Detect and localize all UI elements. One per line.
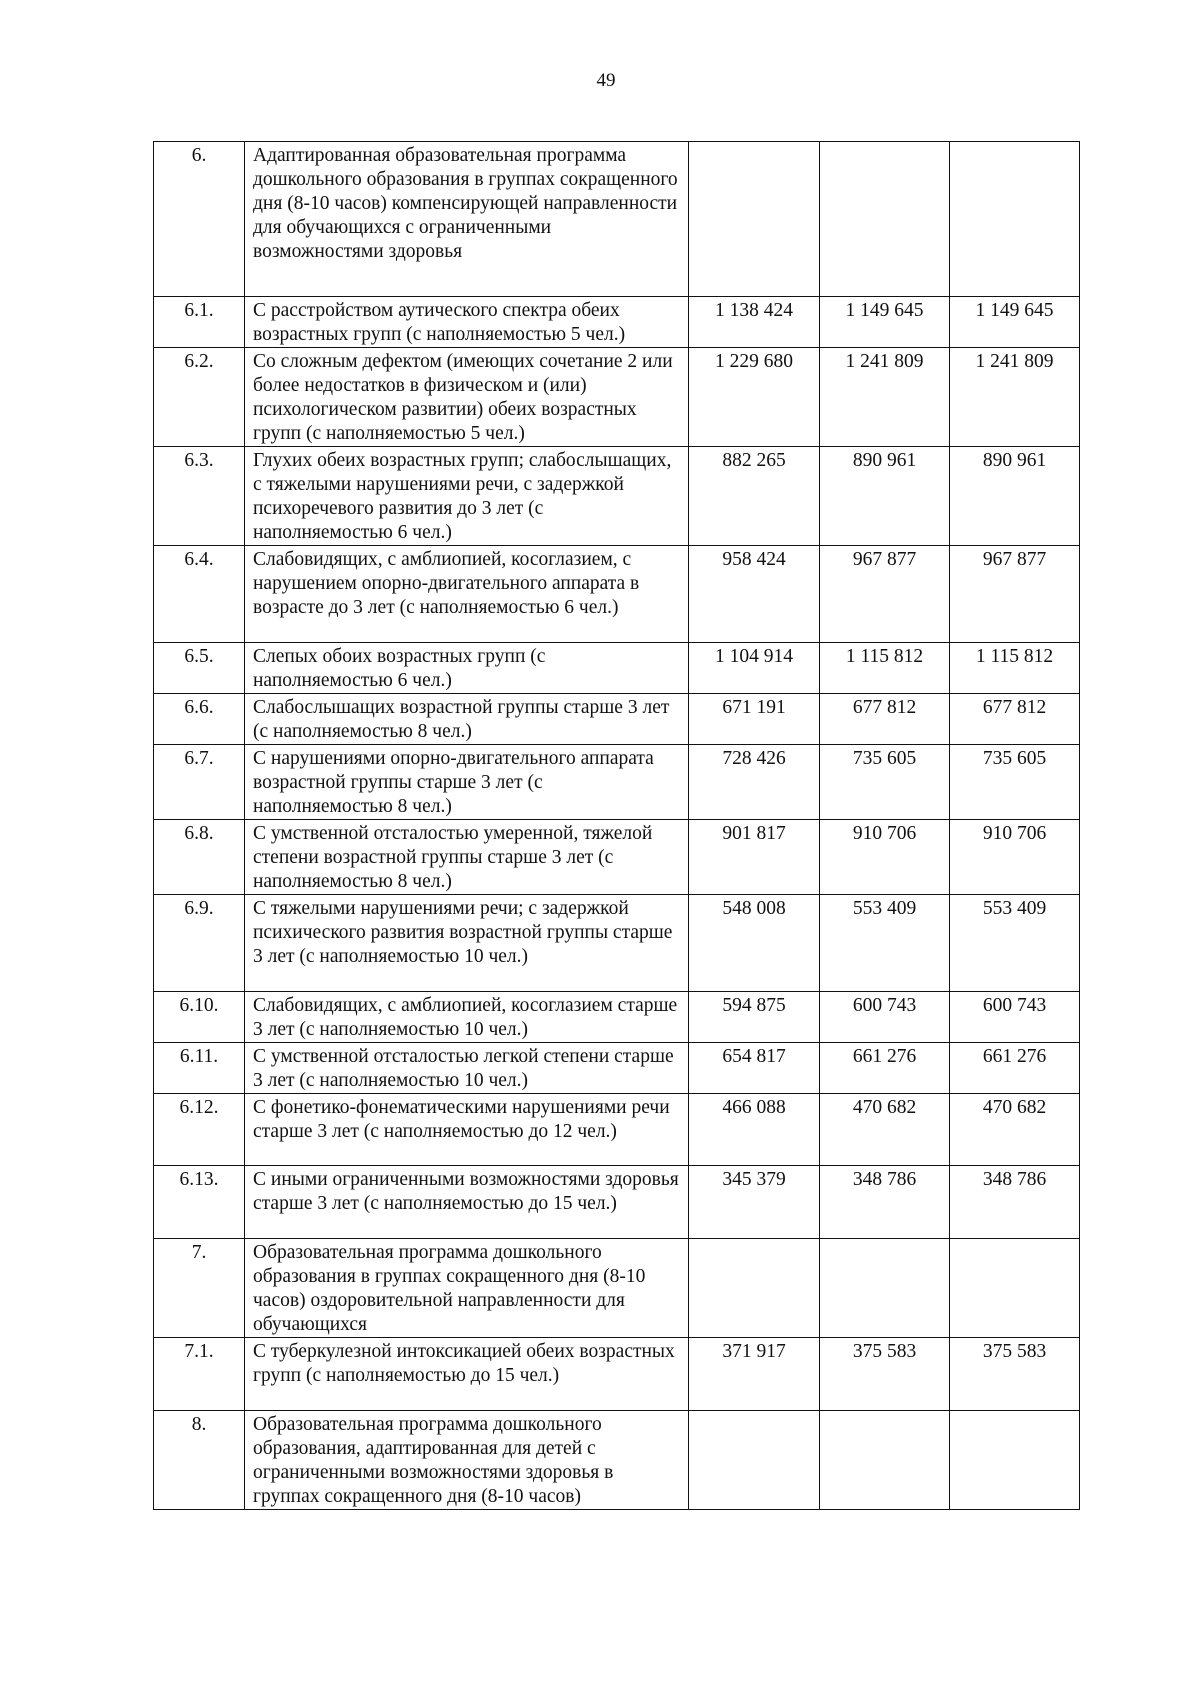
row-number-cell: 6.6. — [154, 694, 245, 745]
row-value-1-cell: 882 265 — [689, 447, 820, 546]
row-number-cell: 6.13. — [154, 1166, 245, 1239]
table-row — [154, 992, 1080, 1043]
table-row — [154, 142, 1080, 297]
row-value-1-cell — [689, 142, 820, 297]
row-description-cell: С умственной отсталостью легкой степени старше 3 лет (с наполняемостью 10 чел.) — [245, 1043, 689, 1094]
row-description-cell: С нарушениями опорно-двигательного аппарата возрастной группы старше 3 лет (с наполняемостью 8 чел.) — [245, 745, 689, 820]
row-value-2-cell: 1 115 812 — [820, 643, 950, 694]
row-value-3-cell: 735 605 — [950, 745, 1080, 820]
row-number-cell: 6.12. — [154, 1094, 245, 1166]
table-row — [154, 1338, 1080, 1411]
row-value-1-cell — [689, 1411, 820, 1510]
row-value-3-cell: 1 241 809 — [950, 348, 1080, 447]
row-value-2-cell: 553 409 — [820, 895, 950, 992]
row-value-3-cell: 1 149 645 — [950, 297, 1080, 348]
table-row — [154, 694, 1080, 745]
row-number-cell: 6.7. — [154, 745, 245, 820]
row-description-cell: Адаптированная образовательная программа дошкольного образования в группах сокращенного дня (8-10 часов) компенсирующей направленности для обучающихся с ограниченными возможностями здоровья — [245, 142, 689, 297]
table-row — [154, 820, 1080, 895]
row-number-cell: 6.3. — [154, 447, 245, 546]
row-value-2-cell — [820, 1239, 950, 1338]
row-value-2-cell — [820, 1411, 950, 1510]
row-value-2-cell: 967 877 — [820, 546, 950, 643]
row-value-1-cell: 901 817 — [689, 820, 820, 895]
table-row — [154, 895, 1080, 992]
row-value-3-cell: 1 115 812 — [950, 643, 1080, 694]
row-number-cell: 7. — [154, 1239, 245, 1338]
table-row — [154, 643, 1080, 694]
table-row — [154, 546, 1080, 643]
row-number-cell: 6. — [154, 142, 245, 297]
row-number-cell: 6.2. — [154, 348, 245, 447]
row-number-cell: 6.4. — [154, 546, 245, 643]
row-value-1-cell: 728 426 — [689, 745, 820, 820]
row-value-1-cell — [689, 1239, 820, 1338]
row-value-1-cell: 466 088 — [689, 1094, 820, 1166]
row-description-cell: Слабовидящих, с амблиопией, косоглазием, с нарушением опорно-двигательного аппарата в возрасте до 3 лет (с наполняемостью 6 чел.) — [245, 546, 689, 643]
row-value-1-cell: 1 138 424 — [689, 297, 820, 348]
row-value-2-cell: 600 743 — [820, 992, 950, 1043]
row-value-2-cell: 661 276 — [820, 1043, 950, 1094]
table-row — [154, 348, 1080, 447]
table-row — [154, 1166, 1080, 1239]
tariff-table — [153, 141, 1080, 1510]
row-value-1-cell: 671 191 — [689, 694, 820, 745]
row-description-cell: С умственной отсталостью умеренной, тяжелой степени возрастной группы старше 3 лет (с наполняемостью 8 чел.) — [245, 820, 689, 895]
row-value-2-cell: 910 706 — [820, 820, 950, 895]
row-description-cell: Образовательная программа дошкольного образования, адаптированная для детей с ограниченными возможностями здоровья в группах сокращенного дня (8-10 часов) — [245, 1411, 689, 1510]
row-value-1-cell: 371 917 — [689, 1338, 820, 1411]
row-number-cell: 6.5. — [154, 643, 245, 694]
row-description-cell: С тяжелыми нарушениями речи; с задержкой психического развития возрастной группы старше 3 лет (с наполняемостью 10 чел.) — [245, 895, 689, 992]
row-value-3-cell: 348 786 — [950, 1166, 1080, 1239]
row-number-cell: 6.9. — [154, 895, 245, 992]
row-value-3-cell — [950, 1411, 1080, 1510]
row-description-cell: С фонетико-фонематическими нарушениями речи старше 3 лет (с наполняемостью до 12 чел.) — [245, 1094, 689, 1166]
row-description-cell: С туберкулезной интоксикацией обеих возрастных групп (с наполняемостью до 15 чел.) — [245, 1338, 689, 1411]
row-value-2-cell: 470 682 — [820, 1094, 950, 1166]
row-value-3-cell: 967 877 — [950, 546, 1080, 643]
page-number: 49 — [596, 70, 616, 91]
row-description-cell: Образовательная программа дошкольного образования в группах сокращенного дня (8-10 часов) оздоровительной направленности для обучающихся — [245, 1239, 689, 1338]
row-number-cell: 6.8. — [154, 820, 245, 895]
table-body — [154, 142, 1080, 1510]
row-value-1-cell: 1 229 680 — [689, 348, 820, 447]
row-value-1-cell: 654 817 — [689, 1043, 820, 1094]
row-description-cell: Глухих обеих возрастных групп; слабослышащих, с тяжелыми нарушениями речи, с задержкой психоречевого развития до 3 лет (с наполняемостью 6 чел.) — [245, 447, 689, 546]
row-number-cell: 6.1. — [154, 297, 245, 348]
row-description-cell: Слепых обоих возрастных групп (с наполняемостью 6 чел.) — [245, 643, 689, 694]
row-value-2-cell: 1 149 645 — [820, 297, 950, 348]
table-row — [154, 1043, 1080, 1094]
row-value-2-cell: 890 961 — [820, 447, 950, 546]
table-row — [154, 1239, 1080, 1338]
row-number-cell: 6.10. — [154, 992, 245, 1043]
row-value-2-cell: 375 583 — [820, 1338, 950, 1411]
row-value-2-cell — [820, 142, 950, 297]
table-row — [154, 297, 1080, 348]
row-value-3-cell: 661 276 — [950, 1043, 1080, 1094]
table-row — [154, 1411, 1080, 1510]
row-value-1-cell: 958 424 — [689, 546, 820, 643]
row-value-3-cell: 553 409 — [950, 895, 1080, 992]
row-value-1-cell: 594 875 — [689, 992, 820, 1043]
row-value-3-cell — [950, 1239, 1080, 1338]
row-value-2-cell: 735 605 — [820, 745, 950, 820]
row-number-cell: 7.1. — [154, 1338, 245, 1411]
table-row — [154, 447, 1080, 546]
row-value-3-cell: 600 743 — [950, 992, 1080, 1043]
row-value-2-cell: 677 812 — [820, 694, 950, 745]
row-value-2-cell: 1 241 809 — [820, 348, 950, 447]
row-description-cell: Слабослышащих возрастной группы старше 3 лет (с наполняемостью 8 чел.) — [245, 694, 689, 745]
row-value-3-cell: 910 706 — [950, 820, 1080, 895]
row-value-3-cell: 470 682 — [950, 1094, 1080, 1166]
table-row — [154, 1094, 1080, 1166]
row-description-cell: Со сложным дефектом (имеющих сочетание 2 или более недостатков в физическом и (или) психологическом развитии) обеих возрастных групп (с наполняемостью 5 чел.) — [245, 348, 689, 447]
row-number-cell: 8. — [154, 1411, 245, 1510]
row-value-3-cell — [950, 142, 1080, 297]
row-value-3-cell: 890 961 — [950, 447, 1080, 546]
row-description-cell: С иными ограниченными возможностями здоровья старше 3 лет (с наполняемостью до 15 чел.) — [245, 1166, 689, 1239]
row-value-1-cell: 1 104 914 — [689, 643, 820, 694]
row-value-3-cell: 677 812 — [950, 694, 1080, 745]
row-value-1-cell: 345 379 — [689, 1166, 820, 1239]
row-value-2-cell: 348 786 — [820, 1166, 950, 1239]
row-value-3-cell: 375 583 — [950, 1338, 1080, 1411]
row-value-1-cell: 548 008 — [689, 895, 820, 992]
row-description-cell: С расстройством аутического спектра обеих возрастных групп (с наполняемостью 5 чел.) — [245, 297, 689, 348]
row-description-cell: Слабовидящих, с амблиопией, косоглазием старше 3 лет (с наполняемостью 10 чел.) — [245, 992, 689, 1043]
table-row — [154, 745, 1080, 820]
row-number-cell: 6.11. — [154, 1043, 245, 1094]
